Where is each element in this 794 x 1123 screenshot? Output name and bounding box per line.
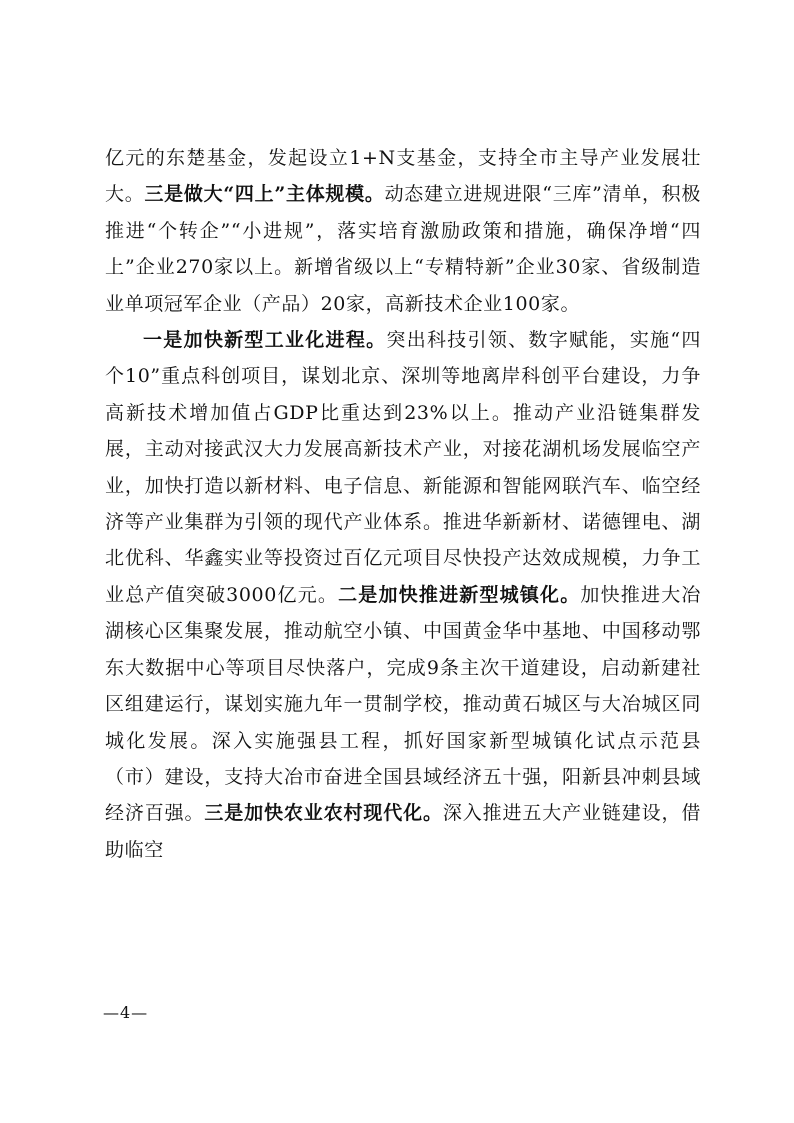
urbanization-heading: 二是加快推进新型城镇化。	[338, 583, 581, 606]
paragraph-2-text-c: 深入推进五大产业链建设，借助临空	[105, 802, 701, 861]
body-text	[105, 140, 701, 868]
agriculture-heading: 三是加快农业农村现代化。	[204, 802, 443, 825]
industrialization-heading: 一是加快新型工业化进程。	[143, 329, 387, 352]
paragraph-2-text-b: 加快推进大冶湖核心区集聚发展，推动航空小镇、中国黄金华中基地、中国移动鄂东大数据中心等项目尽快落户，完成9条主次干道建设，启动新建社区组建运行，谋划实施九年一贯制学校，推动黄石城区与大冶城区同城化发展。深入实施强县工程，抓好国家新型城镇化试点示范县（市）建设，支持大冶市奋进全国县域经济五十强，阳新县冲刺县域经济百强。	[105, 583, 701, 825]
point-three-heading: 三是做大“四上”主体规模。	[144, 183, 385, 206]
paragraph-2-text-a: 突出科技引领、数字赋能，实施“四个10”重点科创项目，谋划北京、深圳等地离岸科创平台建设，力争高新技术增加值占GDP比重达到23%以上。推动产业沿链集群发展，主动对接武汉大力发展高新技术产业，对接花湖机场发展临空产业，加快打造以新材料、电子信息、新能源和智能网联汽车、临空经济等产业集群为引领的现代产业体系。推进华新新材、诺德锂电、湖北优科、华鑫实业等投资过百亿元项目尽快投产达效成规模，力争工业总产值突破3000亿元。	[105, 329, 701, 606]
paragraph-1-text-a: 亿元的东楚基金，发起设立1+N支基金，支持全市主导产业发展壮大。	[105, 147, 701, 206]
paragraph-1	[105, 140, 701, 322]
paragraph-1-text-b: 动态建立进规进限“三库”清单，积极推进“个转企”“小进规”，落实培育激励政策和措施，确保净增“四上”企业270家以上。新增省级以上“专精特新”企业30家、省级制造业单项冠军企业（产品）20家，高新技术企业100家。	[105, 183, 701, 315]
paragraph-2	[105, 322, 701, 868]
page-number: —4—	[103, 1003, 149, 1022]
